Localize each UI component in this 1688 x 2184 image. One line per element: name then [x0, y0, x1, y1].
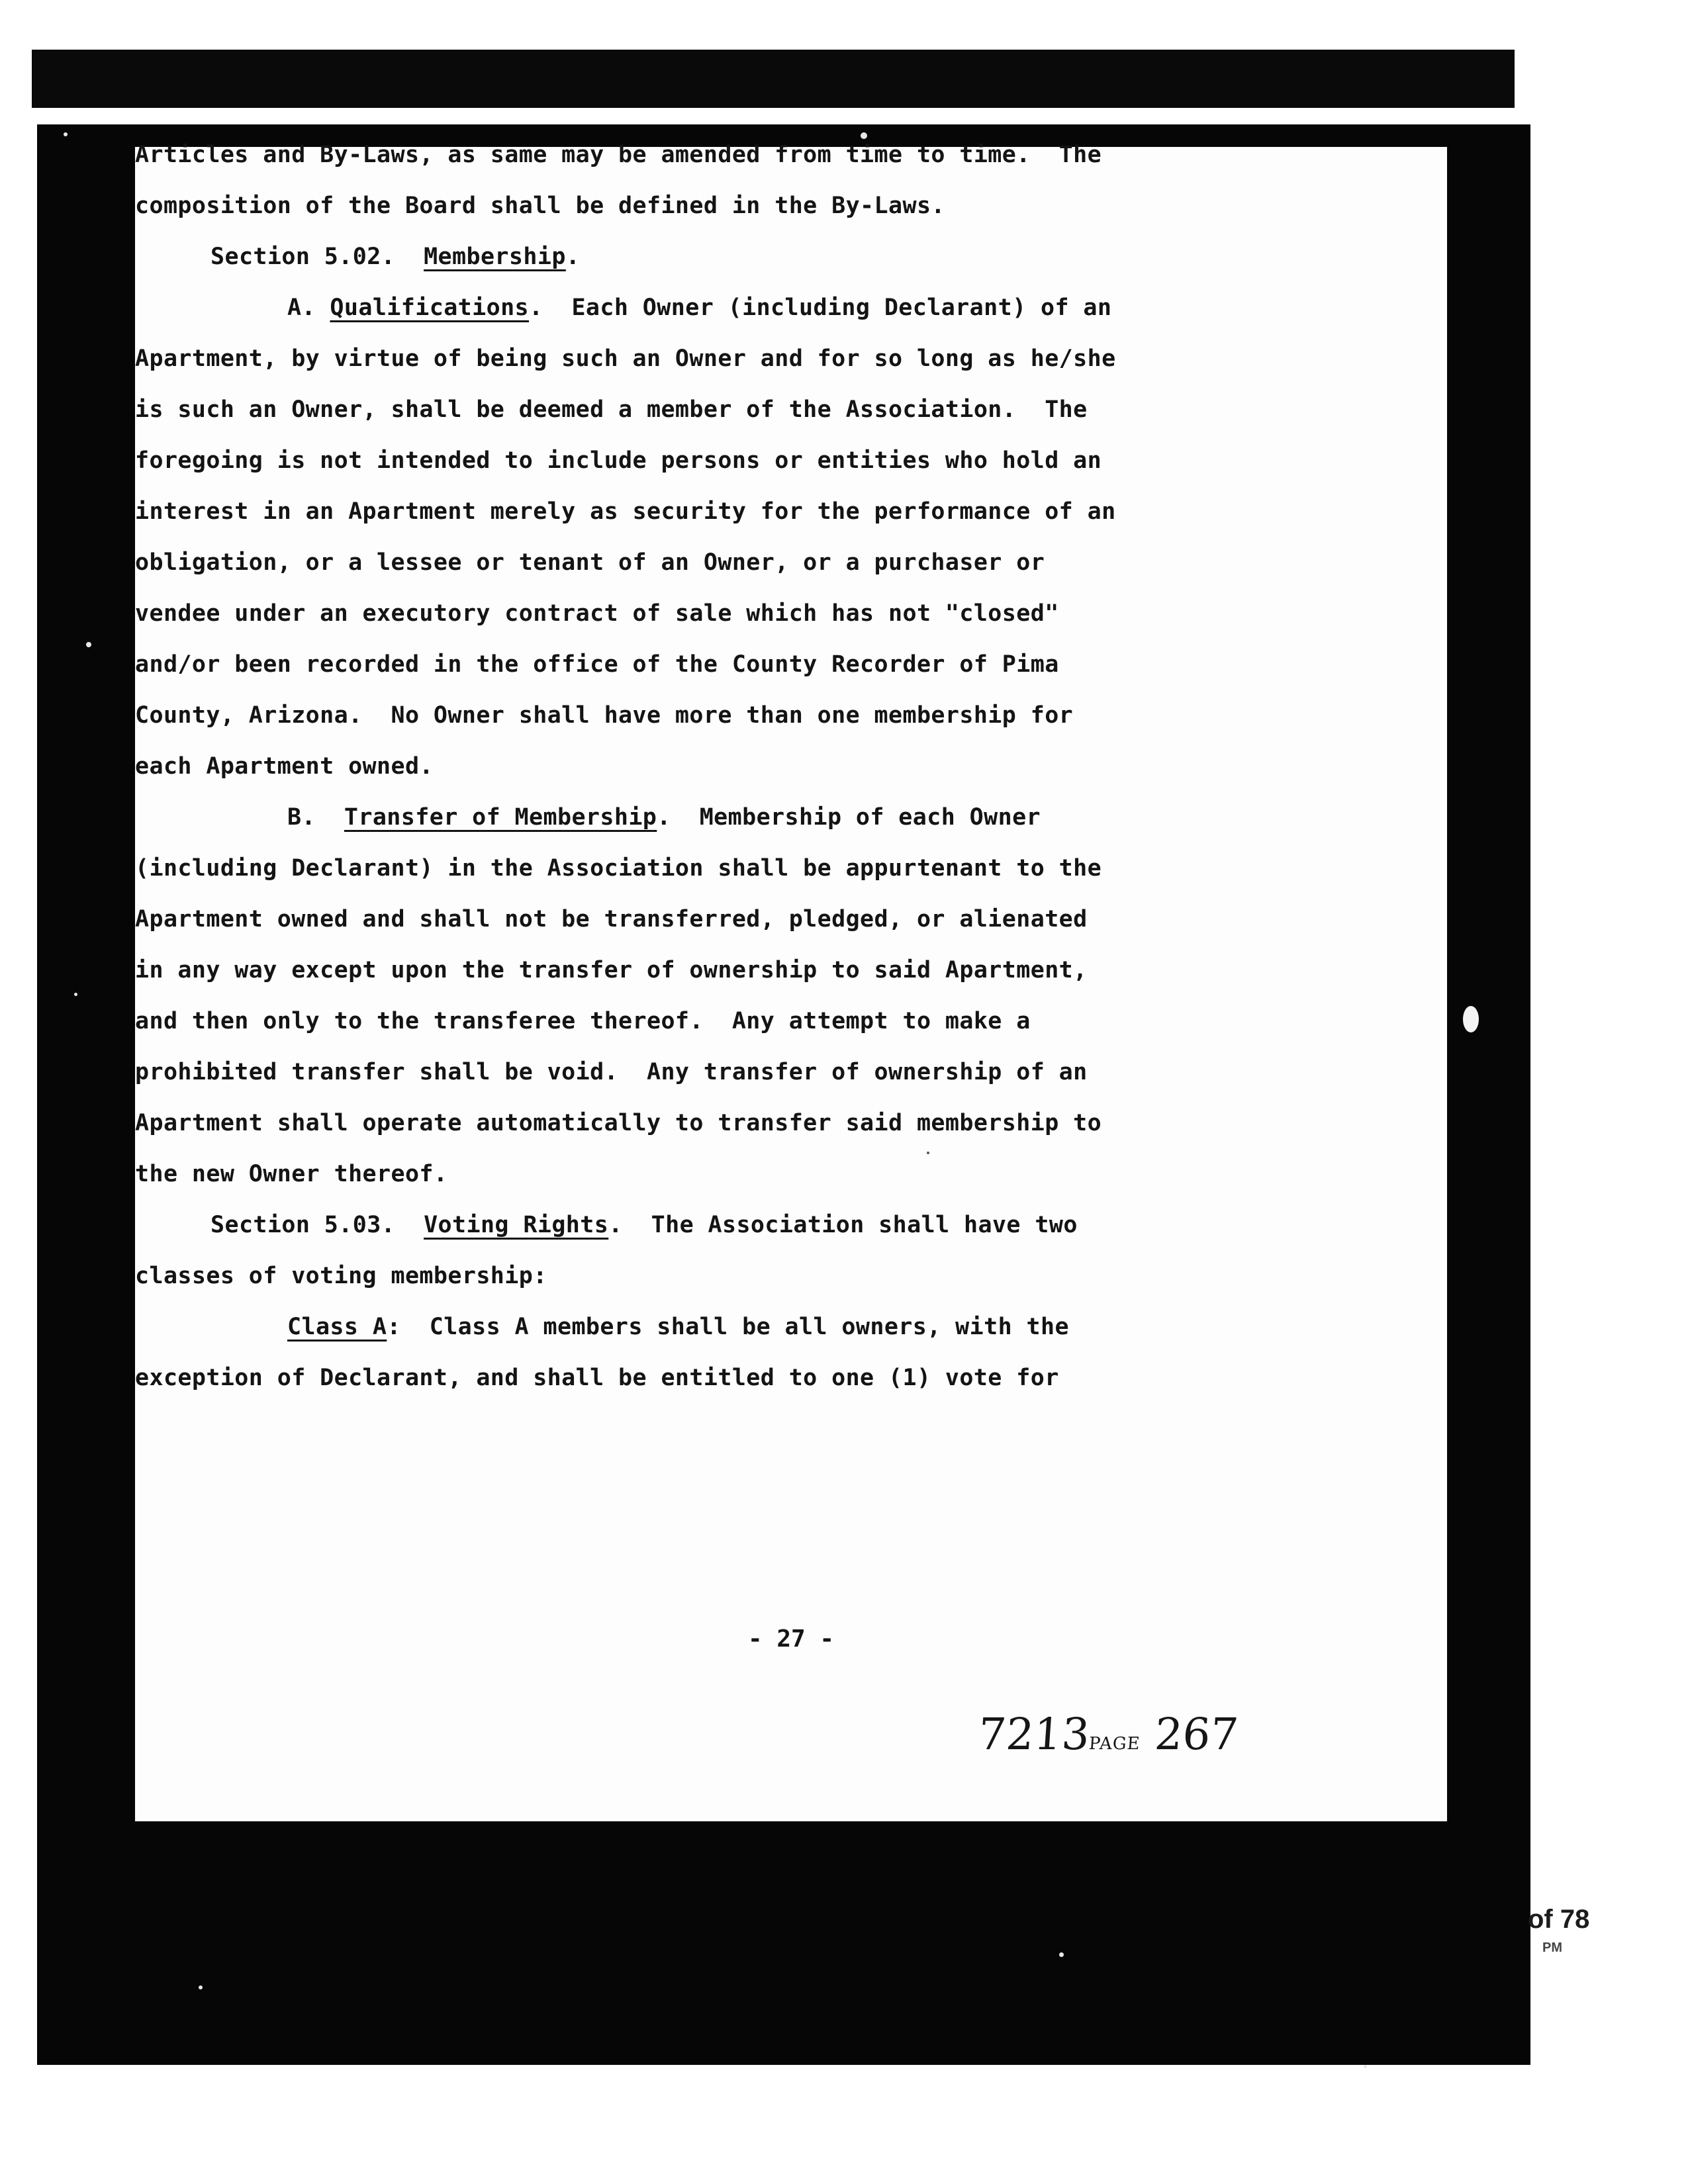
recorded-page-number: 267: [1152, 1709, 1241, 1760]
page-number: - 27 -: [748, 1625, 835, 1653]
section-heading: Class A: [287, 1314, 387, 1340]
line-continuation: .: [565, 244, 581, 270]
text-line: each Apartment owned.: [135, 753, 434, 780]
text-line: County, Arizona. No Owner shall have more than one membership for: [135, 702, 1074, 729]
text-line: Articles and By-Laws, as same may be amended from time to time. The: [135, 142, 1102, 168]
text-line: [135, 232, 1207, 283]
line-continuation: . The Association shall have two: [608, 1212, 1078, 1238]
text-line: Apartment, by virtue of being such an Owner and for so long as he/she: [135, 345, 1116, 372]
text-line: Apartment shall operate automatically to transfer said membership to: [135, 1110, 1102, 1136]
text-line: exception of Declarant, and shall be entitled to one (1) vote for: [135, 1365, 1059, 1391]
document-body: [135, 130, 1207, 1404]
scan-border-top: [32, 50, 1515, 108]
text-line: prohibited transfer shall be void. Any transfer of ownership of an: [135, 1059, 1088, 1085]
text-line: obligation, or a lessee or tenant of an Owner, or a purchaser or: [135, 549, 1045, 576]
line-prefix: A.: [287, 295, 330, 321]
line-prefix: Section 5.03.: [211, 1212, 424, 1238]
viewer-page-counter: of 78: [1528, 1905, 1590, 1934]
text-line: composition of the Board shall be defined in the By-Laws.: [135, 193, 945, 219]
page-label: PAGE: [1088, 1734, 1141, 1754]
text-line: [135, 792, 1207, 843]
text-line: is such an Owner, shall be deemed a member of the Association. The: [135, 396, 1088, 423]
text-line: (including Declarant) in the Association shall be appurtenant to the: [135, 855, 1102, 882]
line-continuation: . Membership of each Owner: [657, 804, 1041, 831]
line-prefix: B.: [287, 804, 344, 831]
text-line: and then only to the transferee thereof. Any attempt to make a: [135, 1008, 1031, 1034]
text-line: in any way except upon the transfer of ownership to said Apartment,: [135, 957, 1088, 983]
text-line: Apartment owned and shall not be transferred, pledged, or alienated: [135, 906, 1088, 933]
line-continuation: . Each Owner (including Declarant) of an: [529, 295, 1112, 321]
text-line: [135, 1302, 1207, 1353]
section-heading: Qualifications: [330, 295, 530, 321]
text-line: [135, 283, 1207, 334]
viewer-timestamp: PM: [1542, 1940, 1562, 1955]
section-heading: Transfer of Membership: [344, 804, 657, 831]
line-prefix: Section 5.02.: [211, 244, 424, 270]
book-page-reference: [976, 1709, 1240, 1760]
text-line: [135, 1200, 1207, 1251]
text-line: and/or been recorded in the office of the County Recorder of Pima: [135, 651, 1059, 678]
text-line: interest in an Apartment merely as security for the performance of an: [135, 498, 1116, 525]
section-heading: Membership: [424, 244, 566, 270]
text-line: vendee under an executory contract of sale which has not "closed": [135, 600, 1059, 627]
section-heading: Voting Rights: [424, 1212, 609, 1238]
text-line: the new Owner thereof.: [135, 1161, 448, 1187]
text-line: classes of voting membership:: [135, 1263, 547, 1289]
text-line: foregoing is not intended to include persons or entities who hold an: [135, 447, 1102, 474]
line-continuation: : Class A members shall be all owners, with the: [387, 1314, 1069, 1340]
book-number: 7213: [976, 1709, 1092, 1760]
